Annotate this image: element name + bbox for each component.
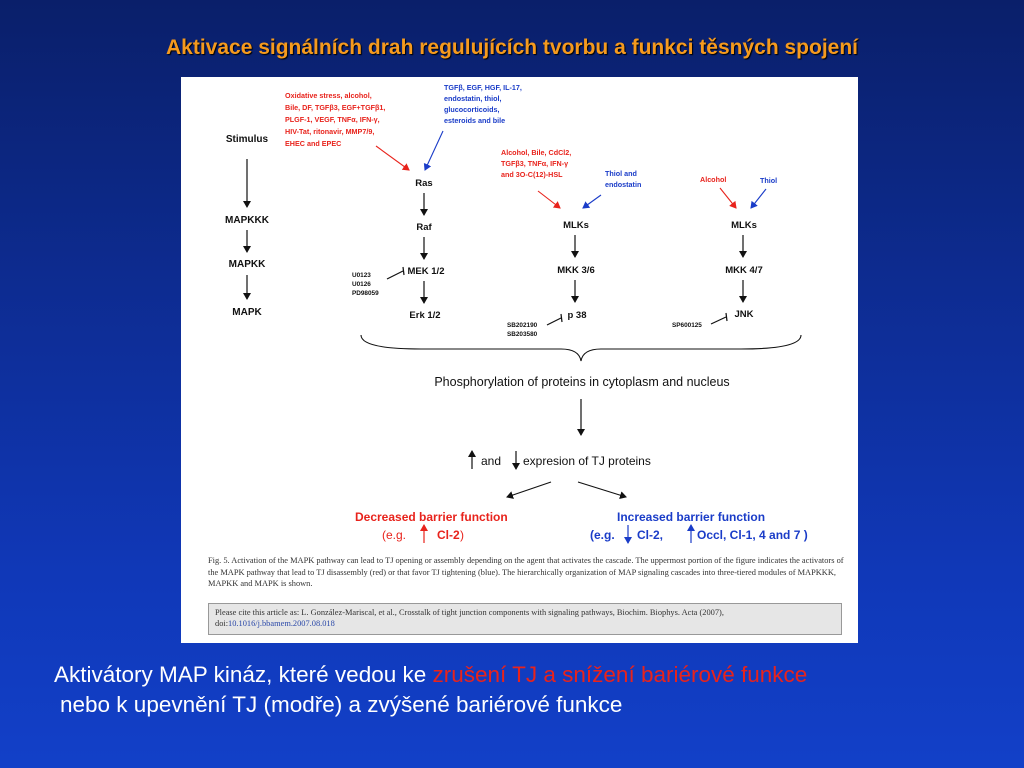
ras-red-activator-2: Bile, DF, TGFβ3, EGF+TGFβ1,: [285, 103, 386, 112]
inhibitor-bar-jnk: [726, 313, 727, 321]
cascade-mapkkk: MAPKKK: [225, 215, 269, 226]
ras-red-activator-1: Oxidative stress, alcohol,: [285, 91, 372, 100]
arrow-to-increased: [578, 482, 626, 497]
increased-barrier-label: Increased barrier function: [617, 510, 766, 524]
jnk-blue-activator: Thiol: [760, 176, 778, 185]
ras-blue-activator-3: glucocorticoids,: [444, 105, 500, 114]
inhibitor-bar-mek: [403, 267, 404, 275]
node-mkk47: MKK 4/7: [725, 265, 763, 276]
node-p38: p 38: [567, 310, 587, 321]
node-erk: Erk 1/2: [409, 310, 441, 321]
red-arrow-to-mlks-jnk: [720, 188, 736, 208]
citation-box: [208, 603, 842, 635]
expression-text: expresion of TJ proteins: [523, 454, 651, 468]
p38-red-activator-1: Alcohol, Bile, CdCl2,: [501, 148, 572, 157]
ras-blue-activator-1: TGFβ, EGF, HGF, IL-17,: [444, 83, 522, 92]
p38-inhibitor-2: SB203580: [507, 331, 538, 338]
node-mlks-jnk: MLKs: [731, 220, 757, 231]
cascade-mapkk: MAPKK: [228, 259, 266, 270]
expression-and: and: [481, 454, 502, 468]
ras-blue-activator-2: endostatin, thiol,: [444, 94, 502, 103]
cascade-mapk: MAPK: [232, 307, 262, 318]
increased-example-prefix: (e.g.: [590, 528, 615, 542]
arrow-to-decreased: [507, 482, 551, 497]
ras-red-activator-5: EHEC and EPEC: [285, 139, 342, 148]
p38-blue-activator-1: Thiol and: [605, 169, 637, 178]
decreased-example-protein: Cl-2: [437, 528, 460, 542]
figure-caption: Fig. 5. Activation of the MAPK pathway can lead to TJ opening or assembly depending on the agent that activates the cascade. The uppermost portion of the figure indicates the activators of the MAPK pathway that lead to TJ disassembly (red) or that favor TJ tightening (blue). The hierarchically organization of MAP signaling cascades into three-tiered modules of MAPKKK, MAPKK and MAPK is shown.: [208, 556, 844, 588]
ras-red-activator-3: PLGF-1, VEGF, TNFα, IFN-γ,: [285, 115, 380, 124]
inhibitor-line-mek: [387, 271, 403, 279]
bottom-line-1-red: zrušení TJ a snížení bariérové funkce: [432, 662, 808, 687]
slide-bottom-text: [54, 660, 1014, 720]
p38-red-activator-3: and 3O-C(12)-HSL: [501, 170, 563, 179]
phosphorylation-text: Phosphorylation of proteins in cytoplasm and nucleus: [434, 375, 730, 389]
increased-example-cl2: Cl-2,: [637, 528, 664, 542]
p38-red-activator-2: TGFβ3, TNFα, IFN-γ: [501, 159, 569, 168]
slide-title: Aktivace signálních drah regulujících tvorbu a funkci těsných spojení: [165, 36, 858, 59]
bottom-line-2: nebo k upevnění TJ (modře) a zvýšené bariérové funkce: [60, 692, 623, 717]
inhibitor-line-p38: [547, 318, 561, 325]
node-ras: Ras: [415, 178, 433, 189]
mapk-diagram: [181, 77, 858, 555]
ras-blue-activator-4: esteroids and bile: [444, 116, 506, 125]
red-arrow-to-mlks-p38: [538, 191, 560, 208]
bottom-line-1-white: Aktivátory MAP kináz, které vedou ke: [54, 662, 433, 687]
ras-red-activator-4: HIV-Tat, ritonavir, MMP7/9,: [285, 127, 375, 136]
node-mlks-p38: MLKs: [563, 220, 589, 231]
bottom-line-1: [54, 660, 1014, 690]
decreased-barrier-label: Decreased barrier function: [355, 510, 508, 524]
blue-arrow-to-mlks-jnk: [751, 189, 766, 208]
p38-blue-activator-2: endostatin: [605, 180, 642, 189]
p38-inhibitor-1: SB202190: [507, 322, 538, 329]
grouping-brace: [361, 335, 801, 361]
increased-example-rest: Occl, Cl-1, 4 and 7 ): [697, 528, 808, 542]
inhibitor-bar-p38: [561, 314, 562, 322]
mek-inhibitor-1: U0123: [352, 272, 371, 279]
citation-doi-link[interactable]: 10.1016/j.bbamem.2007.08.018: [228, 619, 335, 628]
decreased-example-prefix: (e.g.: [382, 528, 407, 542]
node-raf: Raf: [416, 222, 432, 233]
node-jnk: JNK: [734, 309, 754, 320]
jnk-inhibitor: SP600125: [672, 322, 702, 329]
inhibitor-line-jnk: [711, 317, 726, 324]
blue-arrow-to-mlks-p38: [583, 195, 601, 208]
node-mek: MEK 1/2: [407, 266, 445, 277]
mek-inhibitor-3: PD98059: [352, 290, 379, 297]
decreased-example-suffix: ): [460, 528, 464, 542]
cascade-stimulus: Stimulus: [225, 134, 269, 145]
red-arrow-to-ras: [376, 146, 409, 170]
node-mkk36: MKK 3/6: [557, 265, 595, 276]
mapk-pathway-figure: [181, 77, 858, 643]
jnk-red-activator: Alcohol: [700, 175, 727, 184]
mek-inhibitor-2: U0126: [352, 281, 371, 288]
citation-text: Please cite this article as: L. González-Mariscal, et al., Crosstalk of tight junction components with signaling pathways, Biochim. Biophys. Acta (2007), doi:: [215, 608, 724, 628]
blue-arrow-to-ras: [425, 131, 443, 170]
